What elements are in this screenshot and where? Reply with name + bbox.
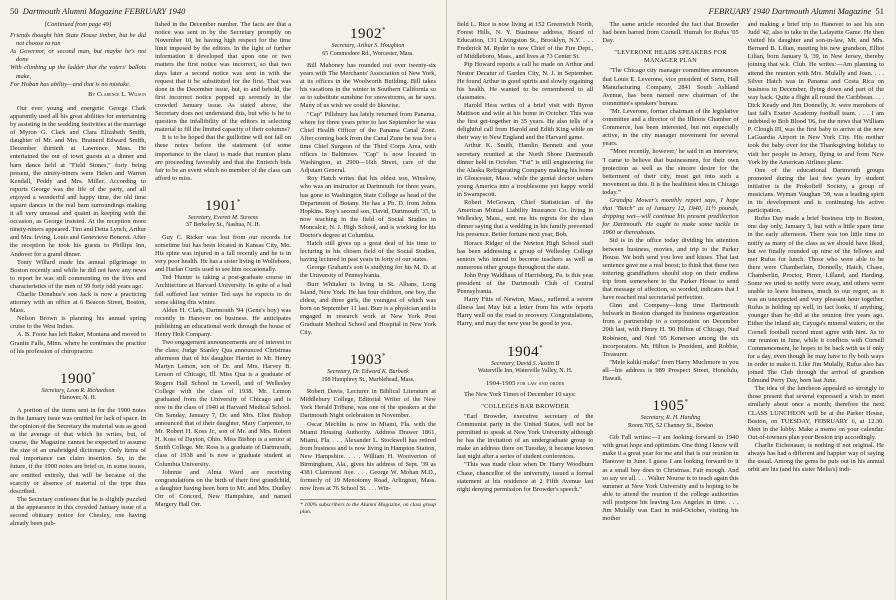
continued-note: [Continued from page 49] (44, 21, 112, 28)
class-secretary: Secretary, R. H. Harding (640, 415, 701, 422)
secretary-address: 198 Humphrey St., Marblehead, Mass. (321, 376, 415, 383)
class-year: 1902* (350, 26, 386, 42)
paragraph: Nelson Brown is planning his annual spring cruise to the West Indies. (10, 315, 146, 331)
paragraph: Horace Ridger of the Newton High School staff has been addressing a group of Wellesley College seniors who intend to become teachers as well as numerous other groups throughout the state. (457, 239, 594, 271)
paragraph: Ted Hunter is taking a post-graduate course in Architecture at Harvard University. In spite of a bad fall suffered last winter Ted says he expects to do some skiing this winter. (155, 274, 291, 306)
paragraph: George Graham's son is studying for his M. D. at the University of Pennsylvania. (300, 264, 436, 280)
secretary-address: Room 705, 52 Channey St., Boston (627, 422, 713, 429)
paragraph: Roy Hatch writes that his oldest son, Winslow, who was an instructor at Dartmouth for three years, has gone to Washington State College as head of the Department of Botany. He has a Ph. D. from Johns Hopkins. Roy's second son, David, Dartmouth '35, is now teaching in the field of Social Studies in Moncalcir, N. J. High School, and is working for his Doctor's degree at Columbia. (300, 175, 436, 239)
class-secretary: Secretary, David S. Austin II (491, 360, 560, 367)
paragraph: Charlie Eichenauer, is nothing if not original. He always has had a different and happier way of saying the usual. Among the gems he puts out in his annual orbit are his (and his sister Melia's) indi- (747, 441, 884, 474)
poem (10, 32, 146, 89)
class-year: 1901* (205, 197, 241, 214)
class-secretary: Secretary, Arthur S. Houghton (331, 43, 405, 49)
paragraph: John Pray Waldhaus of Harrisburg, Pa. is this year president of the Dartmouth Club of Central Pennsylvania. (457, 271, 594, 296)
left-column-2 (155, 21, 291, 600)
paragraph: Grandpa Mower's monthly report says, I hope that "Butch" as of January 12, 1940, 11½ pounds, dripping wet—will continue his present predilection for Dartmouth. He ought to make some tackle in 1960 or thereabouts. (602, 196, 739, 237)
paragraph: Rufus Day made a brief business trip to Boston, one day only, January 5, but with a little spare time in the early afternoon. There was too little time to notify as many of the class as we should have liked, but we finally rounded up nine of the fellows and met Rufus for lunch. Those who were able to be there were Chamberlain, Donnelly, Hatch, Chase, Chamberlin, Proctor, Pirrer, Lilland, and Harding. Some we tried to notify were away, and others were unable to leave business, much to our regret, as it was an unexpected and very pleasant hour together. Rufus is holding up well, in fact looks, if anything, younger than he did at the reunion five years ago. Either the inland air, Cayuga's mineral waters, or the Cornell football record must agree with him. As to our reunion in June, while it conflicts with Cornell Commencement, he hopes to be back with us if only for a day, even though he may have to fly both ways in order to make it. Like Jim Mulally, Rufus also has joined The Club through the arrival of grandson Edmund Perry Day, born last June. (747, 215, 884, 385)
paragraph: Hatch still gives up a great deal of his time to lecturing in his chosen field of the Social Studies, having lectured in past years in forty of our states. (300, 240, 436, 264)
paragraph: Our ever young and energetic George Clark apparently used all his great abilities for entertaining by assisting in the wedding festivities at the marriage of Myron G. Clark and Clara Elizabeth Smith, daughter of Mr. and Mrs. Brainerd Edward Smith, December thirtieth at Lawrence. Mass. He entertained the out of town guests at a dinner and barn dance held at "Field Stones," forty being present, the ninety-niners were Helen and Warren Kendall, Peddy and Mrs. Miller. According to reports George was the life of the party, and all enjoyed a wonderful and happy time, the old time square dances in the real barn surroundings making it all very unusual and quaint in keeping with the occasion, as George insisted. At the reception more ninety-niners appeared. Tim and Detta Lynch, Arthur and Mrs. Irving, Louis and Genevieve Beneret. After the reception he took his guests to Phillips Inn, Andover for a grand dinner. (10, 104, 146, 258)
poem-line: Friends thought him State House timber, but he did not choose to run (10, 32, 146, 48)
paragraph: "Cap" Pillsbury has lately returned from Panama, where for three years prior to last September he was Chief Health Officer of the Panama Canal Zone. After coming back from the Canal Zone he was for a time Chief Surgeon of the Third Corps Area, with offices in Baltimore. "Cap" is now located in Washington, at 2900—16th Street, care of the Adjutant General. (300, 110, 436, 175)
paragraph: Oscar Mechlin is now in Miami, Fla. with the Miami Housing Authority. Address Drawer 1861, Miami, Fla. . . . Alexander L. Stockwell has retired from business and is now living in Hampton Station, New Hampshire. . . . William H. Wooiverton of Birmingham, Ala., gives his address of Sept. '39 as 4381 Clairmont Ave. . . . George W. Mohan M.D., formerly of 19 Menotomy Road, Arlington, Mass. now lives at 76 School St. . . . Win- (300, 420, 436, 493)
secretary-address: Hanover, N. H. (59, 395, 97, 402)
class-heading-1900 (10, 366, 146, 403)
article-headline: "COLLEGES BAR BROWDER (481, 402, 570, 410)
paragraph: Burr Whitaker is living in St. Albans, Long Island, New York. He has four children, one boy, the eldest, and three girls, the youngest of which was born on September 11 last. Burr is a physician and is engaged in research work at New York Post Graduate Medical School and Hospital in New York City. (300, 280, 436, 337)
class-heading-1903 (300, 347, 436, 384)
left-running-header (10, 6, 436, 16)
paragraph: The idea of the luncheon appealed so strongly to those present that several expressed a wish to meet similarly about once a month; therefore the next CLASS LUNCHEON will be at the Parker House, Boston, on TUESDAY, FEBRUARY 6, at 12.30. Meet in the lobby. Make a memo on your calendar. Out-of-towners plan your Boston trip accordingly. (747, 385, 884, 441)
secretary-address: 65 Commodore Rd., Worcester, Mass. (322, 50, 414, 57)
right-column-1 (457, 21, 593, 600)
paragraph: Gib Fall writes:—I am looking forward to 1940 with great hope and optimism. One thing I know will make it a great year for me and that is our reunion in Hanover in June. I guess I am looking forward to it as a small boy does to Christmas. Fair enough. And so say we all. . . . Walter Nourse is to teach again this summer at New York University and is hoping to be able to attend the reunion if the college authorities will postpone his leaving Los Angeles in time. . . . Jim Mulally was East in mid-October, visiting his mother (602, 434, 739, 523)
footnote: * 100% subscribers to the Alumni Magazine, on class group plan. (300, 499, 436, 516)
paragraph: "The Chicago city manager committee announces that Louis E. Leverone, vice president of Stein, Hall Manufacturing Company, 2841 South Ashland Avenue, has been named new chairman of the committee's speakers' bureau. (602, 67, 739, 107)
paragraph: field L. Rice is now living at 152 Greenwich North, Forest Hills, N. Y. Business address, Board of Education, 131 Livingston St., Brooklyn, N.Y. . . . Frederick M. Ryder is now Chief of the Fire Dept., of Middleboro, Mass., and lives at 73 Center St. (457, 21, 594, 61)
paragraph: Charlie Donahue's son Jack is now a practicing attorney with an office at 6 Beacon Street, Boston, Mass. (10, 291, 146, 315)
left-column-1 (10, 21, 146, 600)
paragraph: Robert Davis, Lecturer in Biblical Literature at Middlebury College, Editorial Writer of the New York Herald Tribune, was one of the speakers at the Dartmouth Night celebration in November. (300, 388, 436, 420)
paragraph: lished in the December number. The facts are that a notice was sent in by the Secretary promptly on November 10, he having high respect for the time limit imposed by the editors. In the light of further information it developed that upon one or two matters the first notice was incorrect, so that two days later a second notice was sent in with the request that it be substituted for the first. That was done in the December issue, but, to and behold, the first incorrect notice popped up serenely in the crowded January issue. As stated above, the Secretary does not understand this, but who is he to question the infallibility of the editors in selecting material to fill the limited capacity of their columns? (155, 21, 291, 134)
paragraph: and making a brief trip to Hanover to see his son Judd '42, also to take in the Lafayette Game. He then visited his daughter and son-in-law, Mr. and Mrs. Bernard B. Lilian, meeting his new grandson, Elliot Lilian, born January 9, '39, in New Jersey, thereby joining that w.k. Club. He writes:—Am planning to attend the reunion with Mrs. Mulally and Joan. . . . Silver Hatch was in Panama and Costa Rica on business in December, flying down and part of the way back. Quite a flight all round the Caribbean. . . . Dick Keady and Jim Donnelly, Jr. were members of last fall's Exeter Academy football team. . . . I am indebted to Bob Blood '06, for the news that William P. Clough III, was the first baby to arrive at the new LaGuardia Airport in New York City. His mother took the baby over for the Thanksgiving holiday to visit her people in Jersey, flying to and from New York by the American Airlines plane. (747, 21, 884, 166)
class-heading-1902 (300, 21, 436, 58)
paragraph: "Earl Browder, executive secretary of the Communist party in the United States, will not be permitted to speak at New York University although he has the invitation of an undergraduate group to make an address there on Tuesday, it became known last night after a series of student conferences. (457, 412, 594, 461)
class-secretary: Secretary, Dr. Edward K. Burbeck (327, 369, 409, 376)
right-running-header (457, 6, 884, 16)
paragraph: Arthur K. Smith, Hamlin Bennett and your secretary reunited at the North Shore Dartmouth dinner held in October. "Fat" is still engineering for the Alaska Refrigerating Company making his home in Gloucester, Mass. while the genial doctor ushers young America into a troublesome yet happy world in Swampscott. (457, 142, 594, 198)
paragraph: Tonty Willard made his annual pilgrimage to Boston recently and while he did not have any news to report he was still commenting on the lives and characteristics of the men of 99 forty odd years ago. (10, 258, 146, 290)
article-headline: "LEVERONE HEADS SPEAKERS FOR MANAGER PLAN (614, 49, 727, 65)
left-page-number: 50 (10, 6, 19, 16)
right-header-title: FEBRUARY 1940 Dartmouth Alumni Magazine (708, 6, 872, 16)
paragraph: Harry Fitts of Newton, Mass., suffered a severe illness last May but a letter from his wife reports Harry well on the road to recovery. Congratulations, Harry, and may the new year be good to you. (457, 296, 594, 328)
paragraph: A portion of the items sent in for the 1900 notes in the January issue was omitted for lack of space. In the opinion of the Secretary the material was as good as the average of that which he writes, but, of course, the Magazine cannot be expected to assume the size of an unabridged dictionary. Only items of real importance can claim insertion. So, in the future, if the 1900 notes are brief or, in some issues, are omitted entirely, that will be because of the scarcity or absence of material of the type thus described. (10, 406, 146, 495)
paragraph: Johnnie and Alma Ward are receiving congratulations on the birth of their first grandchild, a daughter having been born to Mr. and Mrs. Dudley Orr of Concord, New Hampshire, and named Margery Hall Orr. (155, 468, 291, 508)
poem-line: As Governor, or second man, but maybe he's not done (10, 48, 146, 64)
paragraph: Robert McGowan, Chief Statistician of the American Mutual Liability Insurance Co. living in Wellesley, Mass., sent me his regrets for the class dinner saying that a wedding in his family prevented his presence. Better fortune next year, Bob. (457, 199, 594, 239)
class-secretary: Secretary, Leon R. Richardson (41, 387, 115, 394)
secretary-address: 37 Berkeley St., Nashua, N. H. (185, 222, 261, 229)
class-secretary: Secretary, Everett M. Stevens (187, 214, 259, 221)
left-page (0, 0, 447, 600)
paragraph: "Mr. Leverone, former chairman of the legislative committee and a director of the Illinois Chamber of Commerce, has been interested, but not especially active, in the city manager movement for several years. (602, 107, 739, 148)
paragraph: The same article recorded the fact that Browder had been barred from Cornell. Hurrah for Rufus '05 Day. (602, 21, 739, 45)
right-column-3 (748, 21, 884, 600)
poem-line: With climbing up the ladder that the voters' ballots make, (10, 64, 146, 80)
paragraph: A. B. Foote has left Baker, Montana and moved to Granite Falls, Minn. where he continues the practice of his profession of chiropractor. (10, 331, 146, 355)
poem-line: For Hoban has ability—and that is no mistake. (10, 80, 131, 88)
secretary-address: Waterville Inn, Waterville Valley, N. H. (477, 368, 573, 375)
poem-byline: By Clarence L. Wilson (88, 90, 146, 98)
paragraph: Harold Hess writes of a brief visit with Byron Mattison and wife at his home in October. This was the first get-together in 35 years. He also tells of a delightful call from Harold and Edith King while on their way to New England and the Harvard game. (457, 101, 594, 142)
paragraph: Two engagement announcements are of interest to the class: Judge Stanley Qua announced Christmas afternoon that of his daughter Harriet to Mr. Henry Martyn Lemon, son of Dr. and Mrs. Harvey B. Lemon of Chicago, Ill. Miss Qua is a graduate of Rogers Hall School in Lowell, and of Wellesley College with the class of 1938. Mr. Lemon graduated from the University of Chicago and is now in the class of 1940 at Harvard Medical School. On Sunday, January 7, Dr. and Mrs. Eliot Bishop announced that of their daughter, Mary Carpenter, to Mr. Robert H. Koss Jr., son of Mr. and Mrs. Robert H. Koss of Dayton, Ohio. Miss Bishop is a senior at Smith College. Mr. Ross is a graduate of Dartmouth, class of 1938 and is now a graduate student at Columbia University. (155, 339, 291, 468)
paragraph: Guy C. Ricker was lost from our records for sometime but has been located in Kansas City, Mo. His spine was injured in a fall recently and he is in very poor health. He has a sister living in Wolfeboro, and Harlan Curtis used to see him occasionally. (155, 233, 291, 274)
paragraph: Pip Howard reports a call he made on Arthur and Nestor Decatur of Garden City, N. J. in September. He found Arthur in good spirits and slowly regaining his health. He wanted to be remembered to all classmates. (457, 61, 594, 101)
class-heading-1901 (155, 193, 291, 230)
paragraph: The Secretary confesses that he is slightly puzzled at the appearance in this crowded January issue of a second obituary notice for Chesley, one having already been pub- (10, 495, 146, 528)
paragraph: One of the educational Dartmouth groups promoted during the last few years by student initiative is the Prokofieff Society, a group of musicians. Wyman Vaughan '39, was a leading spirit in its development and is continuing his active participation. (747, 166, 884, 215)
class-heading-1904 (457, 339, 593, 376)
class-year: 1900* (60, 370, 96, 387)
paragraph: The New York Times of December 10 says: (464, 390, 576, 398)
paragraph: "'More recently, however,' he said in an interview, 'I came to believe that businessmen, for their own protection as well as the sincere desire for the betterment of their city, must get into such a movement as this. It is the healthiest idea in Chicago today.'" (602, 148, 739, 196)
class-motto: 1904-1905 for law and order (486, 379, 565, 387)
right-page (447, 0, 894, 600)
paragraph: Alden H. Clark, Dartmouth '94 (Gene's boy) was recently in Hanover on business. He anticipates publishing an educational work through the house of Henry Holt Company. (155, 306, 291, 338)
paragraph: It is to be hoped that the guillotine will not fall on these notes before the statement (of some importance to the class) is made that reunion plans are proceeding favorably and that the Enrietch bids fair to be an event which no member of the class can afford to miss. (155, 134, 291, 182)
paragraph: "This was made clear when Dr. Harry Woodburn Chase, chancellor of the university, issued a formal statement at his residence at 2 Fifth Avenue last night denying permission for Browder's speech." (457, 461, 594, 493)
paragraph: Ginn and Company—long time Dartmouth bulwark in Boston changed its business organization from a partnership to a corporation on December 20th last, with Henry H. '90 Hilton of Chicago, Ned Robinson, and Ned '05 Kenerson among the six incorporators. Mr. Hilton is President, and Robbie, Treasurer. (602, 302, 739, 358)
class-year: 1905* (652, 398, 689, 415)
class-year: 1904* (507, 343, 544, 360)
left-column-3 (300, 21, 436, 600)
left-header-title: Dartmouth Alumni Magazine FEBRUARY 1940 (22, 6, 186, 16)
right-column-2 (602, 21, 738, 600)
paragraph: Sid is in the office today dividing his attention between business, movies, and trip to the Parker House. We both send you love and kisses. That last sentence gave me a real boost; to think that these two tottering grandfathers should stop on their endless trip from somewhere to the Parker House to send that message of affection, so worded, indicates that I have reached real secretarial perfection. (602, 237, 739, 302)
paragraph: "Mele kaliki maka" from Harry Muchmore to you all—his address is 989 Prospect Street, Honolulu, Hawaii. (602, 358, 739, 383)
class-heading-1905 (602, 393, 738, 430)
class-year: 1903* (350, 352, 386, 369)
paragraph: Bill Mahoney has rounded out over twenty-six years with The Merchants' Association of New York, at its offices in the Woolworth Building. Bill takes his vacations in the winter in Southern California so as to substitute sunshine for snowstorms, as he says. Many of us wish we could do likewise. (300, 62, 436, 110)
right-page-number: 51 (875, 6, 884, 16)
